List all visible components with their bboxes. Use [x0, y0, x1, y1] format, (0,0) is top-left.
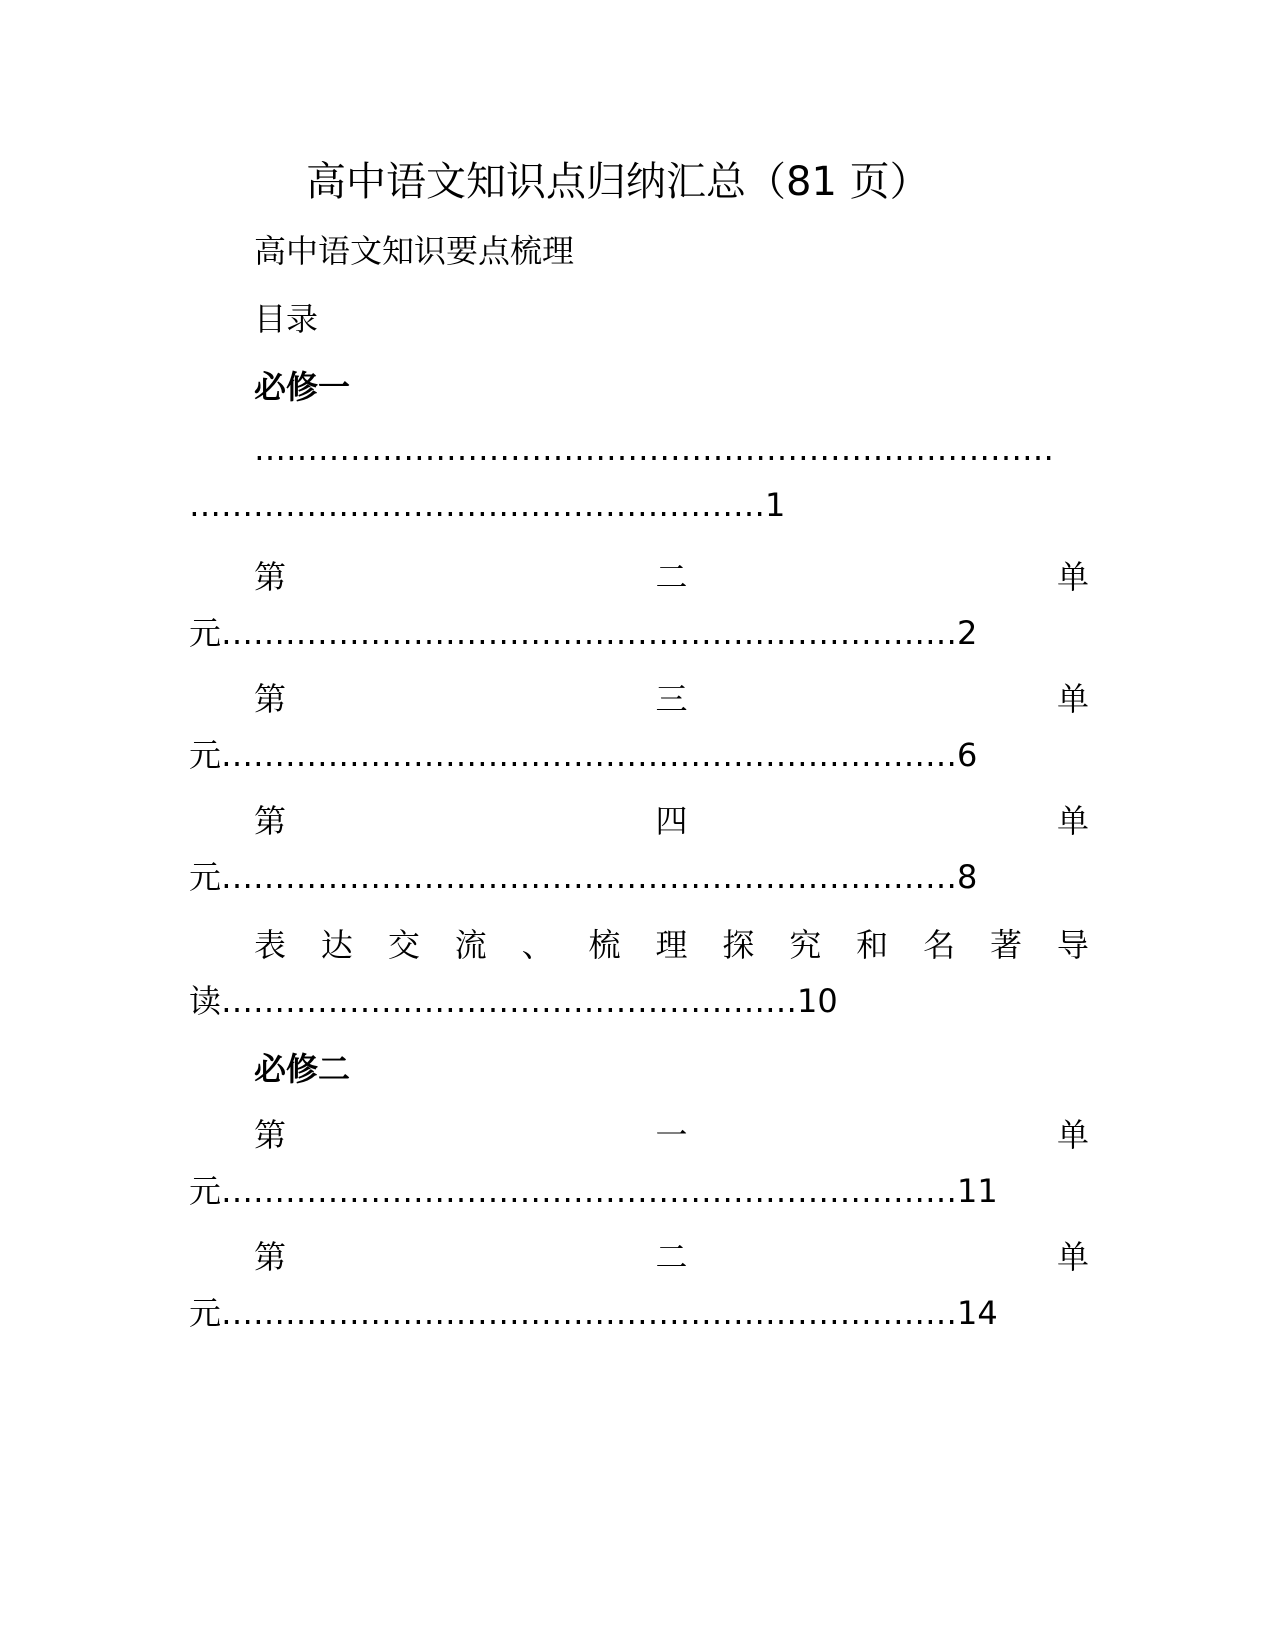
toc-entry-tail: 元……………………………………………………………6	[189, 736, 978, 774]
toc-char: 梳	[588, 926, 621, 964]
toc-entry-spread	[254, 1110, 1089, 1156]
toc-char: 第	[254, 1238, 287, 1276]
toc-char: 二	[655, 558, 688, 596]
toc-entry-spread	[254, 674, 1089, 720]
toc-entry-spread	[254, 796, 1089, 842]
toc-entry-spread	[254, 1232, 1089, 1278]
toc-char: 三	[655, 680, 688, 718]
toc-char: 达	[320, 926, 353, 964]
toc-entry-tail: 元……………………………………………………………14	[189, 1294, 998, 1332]
toc-entry-tail: 读………………………………………………10	[189, 982, 838, 1020]
toc-char: 第	[254, 1116, 287, 1154]
toc-entry-tail: 元……………………………………………………………8	[189, 858, 978, 896]
toc-heading: 目录	[254, 300, 319, 338]
toc-entry-spread	[254, 920, 1089, 966]
toc-char: 究	[789, 926, 822, 964]
toc-dots-line-page: ………………………………………………1	[189, 486, 786, 524]
toc-char: 理	[655, 926, 688, 964]
toc-char: 交	[387, 926, 420, 964]
toc-char: 二	[655, 1238, 688, 1276]
toc-char: 四	[655, 802, 688, 840]
toc-char: 第	[254, 558, 287, 596]
toc-char: 单	[1056, 1116, 1089, 1154]
toc-char: 表	[254, 926, 287, 964]
toc-entry-spread	[254, 552, 1089, 598]
toc-char: 名	[923, 926, 956, 964]
toc-dots-line: …………………………………………………………………	[254, 430, 1054, 468]
toc-char: 单	[1056, 680, 1089, 718]
toc-char: 导	[1056, 926, 1089, 964]
toc-char: 单	[1056, 558, 1089, 596]
toc-char: 、	[521, 926, 554, 964]
toc-char: 一	[655, 1116, 688, 1154]
document-subtitle: 高中语文知识要点梳理	[254, 232, 575, 270]
toc-char: 流	[454, 926, 487, 964]
section-heading-bixiu-2: 必修二	[254, 1050, 351, 1088]
toc-char: 第	[254, 802, 287, 840]
section-heading-bixiu-1: 必修一	[254, 368, 351, 406]
toc-char: 单	[1056, 1238, 1089, 1276]
toc-entry-tail: 元……………………………………………………………11	[189, 1172, 998, 1210]
toc-entry-tail: 元……………………………………………………………2	[189, 614, 978, 652]
toc-char: 探	[722, 926, 755, 964]
document-title: 高中语文知识点归纳汇总（81 页）	[306, 159, 930, 205]
toc-char: 和	[856, 926, 889, 964]
toc-char: 第	[254, 680, 287, 718]
toc-char: 单	[1056, 802, 1089, 840]
toc-char: 著	[989, 926, 1022, 964]
